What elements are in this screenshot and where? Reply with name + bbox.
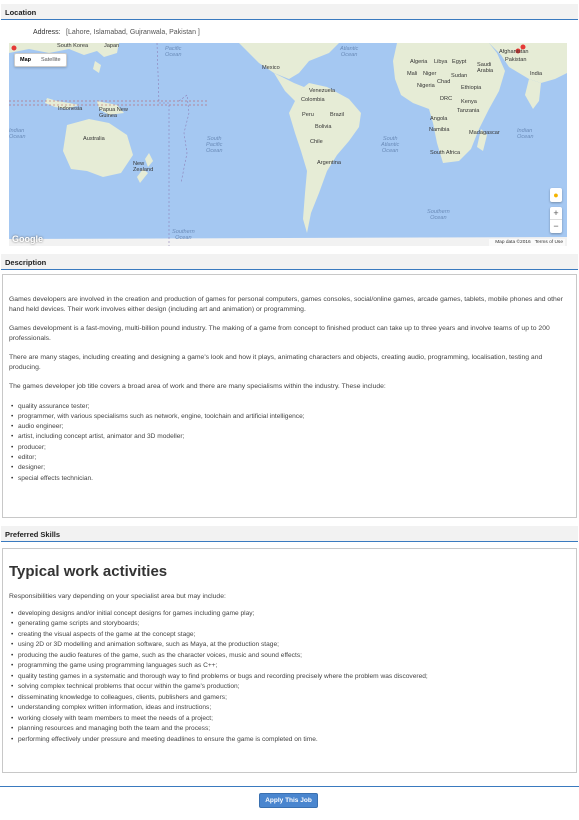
description-paragraph: The games developer job title covers a broad area of work and there are many specialisms within the industry. These include: xyxy=(9,383,386,390)
preferred-skills-box xyxy=(2,548,577,773)
map-label-libya: Libya xyxy=(434,59,448,65)
map-label-kenya: Kenya xyxy=(461,99,477,105)
map-label-southern: Southern Ocean xyxy=(427,209,450,221)
map-label-drc: DRC xyxy=(440,96,453,102)
map-label-southern-bottom: Southern Ocean xyxy=(172,229,195,241)
map-label-nigeria: Nigeria xyxy=(417,83,435,89)
map-attribution xyxy=(489,239,565,246)
map-label-new-zealand: New Zealand xyxy=(133,161,154,173)
list-item: • understanding complex written information, ideas and instructions; xyxy=(9,703,570,714)
map-label-south-pacific: South Pacific Ocean xyxy=(206,136,223,154)
map-label-atlantic: Atlantic Ocean xyxy=(340,46,359,58)
list-item: • creating the visual aspects of the game at the concept stage; xyxy=(9,630,570,641)
map-label-niger: Niger xyxy=(423,71,437,77)
zoom-in-button[interactable]: + xyxy=(550,207,562,220)
map-label-tanzania: Tanzania xyxy=(457,108,480,114)
preferred-skills-header: Preferred Skills xyxy=(1,526,578,542)
list-item: • audio engineer; xyxy=(9,422,570,432)
map-label-afghanistan: Afghanistan xyxy=(499,49,529,55)
map-label-madagascar: Madagascar xyxy=(469,130,500,136)
street-view-pegman-icon[interactable]: ● xyxy=(550,188,562,202)
map-label-india: India xyxy=(530,71,543,77)
terms-of-use-link[interactable]: Terms of Use xyxy=(534,240,563,245)
list-item: • quality assurance tester; xyxy=(9,402,570,412)
map-label-peru: Peru xyxy=(302,112,314,118)
map-label-mexico: Mexico xyxy=(262,65,280,71)
map-label-sudan: Sudan xyxy=(451,73,468,79)
map-label-australia: Australia xyxy=(83,136,105,142)
location-header: Location xyxy=(1,4,578,20)
zoom-out-button[interactable]: − xyxy=(553,221,559,231)
list-item: • working closely with team members to meet the needs of a project; xyxy=(9,714,570,725)
map-label-ethiopia: Ethiopia xyxy=(461,85,482,91)
list-item: • planning resources and managing both the team and the process; xyxy=(9,724,570,735)
list-item: • performing effectively under pressure and meeting deadlines to ensure the game is completed on time. xyxy=(9,735,570,746)
list-item: • disseminating knowledge to colleagues, clients, publishers and gamers; xyxy=(9,693,570,704)
list-item: • generating game scripts and storyboards; xyxy=(9,619,570,630)
google-logo[interactable]: Google xyxy=(12,234,43,244)
apply-footer xyxy=(0,786,579,820)
list-item: • programmer, with various specialisms such as network, engine, toolchain and artificial intelligence; xyxy=(9,412,570,422)
list-item: • producing the audio features of the game, such as the character voices, music and sound effects; xyxy=(9,651,570,662)
map-label-indian-left: Indian Ocean xyxy=(9,128,26,140)
address-value: [Lahore, Islamabad, Gujranwala, Pakistan ] xyxy=(66,29,200,36)
map-type-map-button[interactable]: Map xyxy=(20,57,31,63)
apply-job-button[interactable]: Apply This Job xyxy=(259,793,318,808)
map-label-bolivia: Bolivia xyxy=(315,124,332,130)
list-item: • special effects technician. xyxy=(9,474,570,484)
list-item: • quality testing games in a systematic and thorough way to find problems or bugs and recording precisely where the problem was discovered; xyxy=(9,672,570,683)
work-activities-title: Typical work activities xyxy=(9,563,168,580)
list-item: • editor; xyxy=(9,453,570,463)
map-label-japan: Japan xyxy=(104,43,120,49)
description-paragraph: There are many stages, including creating and designing a game's look and how it plays, animating characters and objects, creating audio, programming, localisation, testing and producing. xyxy=(9,354,543,371)
specialisms-list xyxy=(9,402,570,484)
map-data-credit: Map data ©2016 xyxy=(495,240,531,245)
map-type-toggle[interactable] xyxy=(14,53,67,67)
map-label-pakistan: Pakistan xyxy=(505,57,527,63)
list-item: • using 2D or 3D modelling and animation software, such as Maya, at the production stage; xyxy=(9,640,570,651)
map-label-south-africa: South Africa xyxy=(430,150,461,156)
map-label-south-atlantic: South Atlantic Ocean xyxy=(381,136,400,154)
description-paragraph: Games development is a fast-moving, multi-billion pound industry. The making of a game from concept to finished product can take up to three years and involve teams of up to 200 professionals. xyxy=(9,325,550,342)
map-label-chad: Chad xyxy=(437,79,451,85)
map-label-argentina: Argentina xyxy=(317,160,341,166)
work-activities-list xyxy=(9,609,570,746)
list-item: • designer; xyxy=(9,463,570,473)
work-activities-intro: Responsibilities vary depending on your specialist area but may include: xyxy=(9,593,226,600)
map-canvas[interactable] xyxy=(9,43,567,246)
map-label-saudi: Saudi Arabia xyxy=(477,62,494,74)
map-label-papua: Papua New Guinea xyxy=(99,107,128,119)
zoom-controls xyxy=(550,207,562,233)
map-label-angola: Angola xyxy=(430,116,448,122)
map-label-chile: Chile xyxy=(310,139,323,145)
description-box xyxy=(2,274,577,518)
description-header: Description xyxy=(1,254,578,270)
location-map[interactable] xyxy=(9,43,567,246)
list-item: • producer; xyxy=(9,443,570,453)
list-item: • artist, including concept artist, animator and 3D modeller; xyxy=(9,432,570,442)
map-label-indonesia: Indonesia xyxy=(58,106,83,112)
map-label-egypt: Egypt xyxy=(452,59,467,65)
map-type-satellite-button[interactable]: Satellite xyxy=(41,57,61,63)
map-label-colombia: Colombia xyxy=(301,97,325,103)
map-label-algeria: Algeria xyxy=(410,59,428,65)
list-item: • developing designs and/or initial concept designs for games including game play; xyxy=(9,609,570,620)
map-label-namibia: Namibia xyxy=(429,127,450,133)
address-row xyxy=(0,27,579,41)
map-label-indian-right: Indian Ocean xyxy=(517,128,534,140)
map-label-brazil: Brazil xyxy=(330,112,344,118)
map-label-venezuela: Venezuela xyxy=(309,88,336,94)
address-label: Address: xyxy=(33,29,61,36)
list-item: • programming the game using programming languages such as C++; xyxy=(9,661,570,672)
map-label-mali: Mali xyxy=(407,71,418,77)
map-label-south-korea: South Korea xyxy=(57,43,89,49)
list-item: • solving complex technical problems that occur within the game's production; xyxy=(9,682,570,693)
map-label-pacific: Pacific Ocean xyxy=(165,46,182,58)
description-paragraph: Games developers are involved in the creation and production of games for personal computers, games consoles, social/online games, arcade games, tablets, mobile phones and other hand held devices. Their work involves either design (including art and animation) or programming. xyxy=(9,296,563,313)
